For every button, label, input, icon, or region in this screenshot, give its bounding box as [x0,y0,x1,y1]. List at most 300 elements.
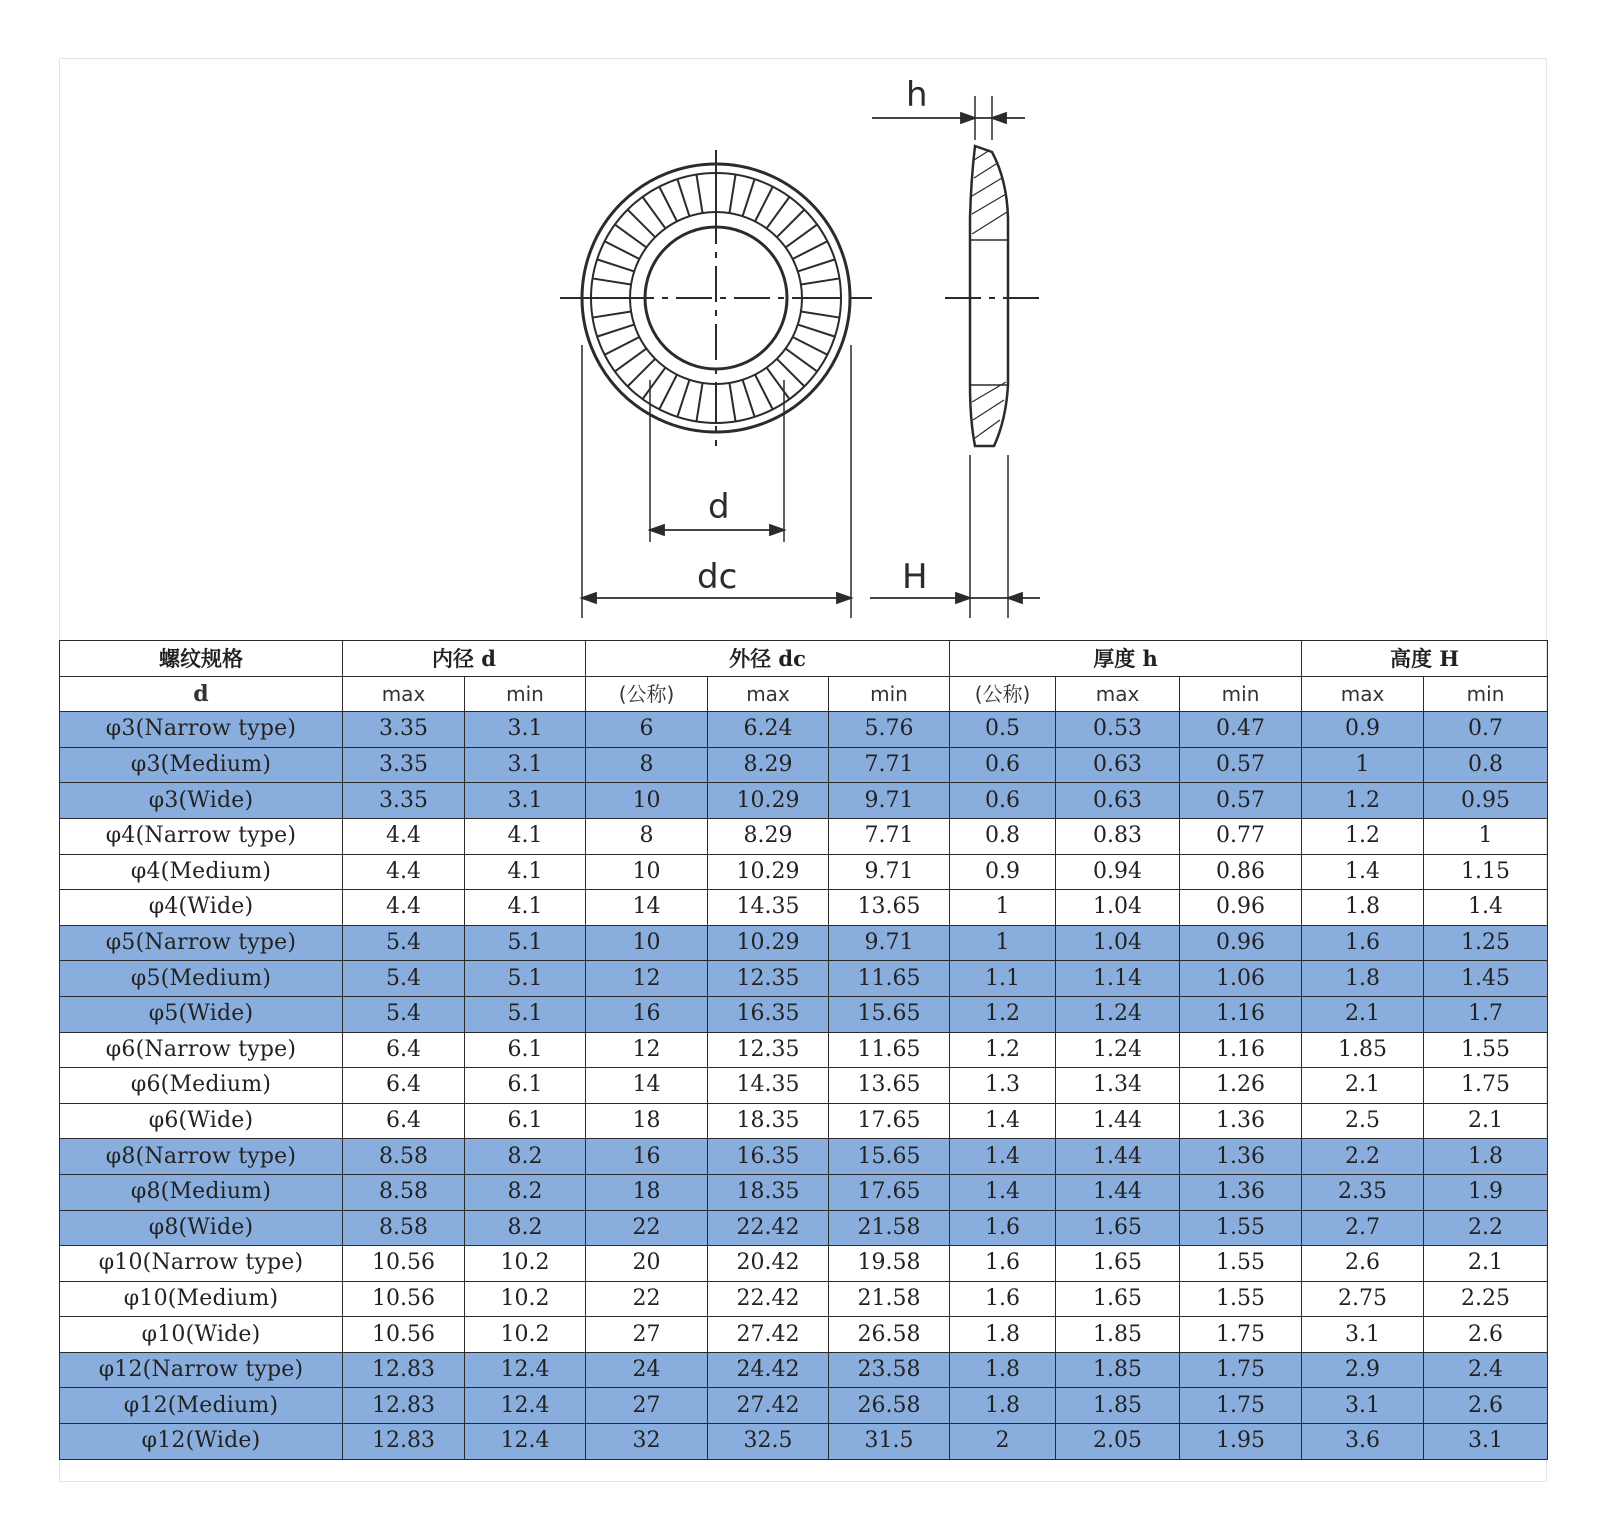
value-cell-d-max: 3.35 [343,747,465,783]
value-cell-d-max: 10.56 [343,1246,465,1282]
value-cell-h-min: 0.7 [1424,712,1548,748]
value-cell-h-min: 1.55 [1180,1281,1302,1317]
serration-tooth [643,197,666,229]
table-row [60,1210,1548,1246]
value-cell-h-max: 1.44 [1056,1139,1180,1175]
subheader-cell: min [829,676,950,712]
serration-tooth [729,175,735,214]
value-cell-dc-max: 22.42 [708,1281,829,1317]
value-cell-h-min: 1 [1424,818,1548,854]
washer-spec-table [59,640,1548,1460]
value-cell-dc-max: 18.35 [708,1174,829,1210]
value-cell-h-max: 2.05 [1056,1424,1180,1460]
value-cell-h-max: 2.75 [1302,1281,1424,1317]
table-row [60,1246,1548,1282]
value-cell-h-min: 0.47 [1180,712,1302,748]
value-cell-dc-max: 14.35 [708,1068,829,1104]
value-cell-dc-nom: 12 [586,961,708,997]
value-cell-dc-nom: 18 [586,1103,708,1139]
value-cell-h-max: 1.24 [1056,996,1180,1032]
value-cell-h-max: 1.04 [1056,890,1180,926]
serration-tooth [777,210,805,238]
thread-size-cell: φ8(Narrow type) [60,1139,343,1175]
serration-tooth [755,187,773,222]
value-cell-h-max: 2.5 [1302,1103,1424,1139]
header-thickness: 厚度 h [950,641,1302,677]
serration-tooth [628,210,656,238]
thread-size-cell: φ10(Wide) [60,1317,343,1353]
value-cell-h-min: 0.96 [1180,890,1302,926]
thread-size-cell: φ4(Wide) [60,890,343,926]
value-cell-dc-nom: 18 [586,1174,708,1210]
value-cell-h-min: 2.1 [1424,1103,1548,1139]
value-cell-dc-max: 10.29 [708,854,829,890]
value-cell-h-nom: 1.2 [950,1032,1056,1068]
value-cell-d-min: 4.1 [465,818,586,854]
serration-tooth [743,179,755,216]
value-cell-h-min: 2.1 [1424,1246,1548,1282]
serration-tooth [743,380,755,417]
value-cell-dc-min: 7.71 [829,747,950,783]
value-cell-dc-max: 12.35 [708,961,829,997]
value-cell-d-min: 12.4 [465,1352,586,1388]
value-cell-dc-min: 17.65 [829,1103,950,1139]
subheader-cell: min [1424,676,1548,712]
thread-size-cell: φ8(Wide) [60,1210,343,1246]
value-cell-d-max: 3.35 [343,712,465,748]
table-row [60,890,1548,926]
serration-tooth [696,383,702,422]
value-cell-h-max: 1.24 [1056,1032,1180,1068]
value-cell-h-max: 0.83 [1056,818,1180,854]
table-row [60,1068,1548,1104]
dimension-label-d: d [708,487,730,527]
value-cell-dc-min: 5.76 [829,712,950,748]
value-cell-h-min: 2.4 [1424,1352,1548,1388]
value-cell-h-nom: 0.8 [950,818,1056,854]
value-cell-dc-min: 26.58 [829,1317,950,1353]
value-cell-d-min: 6.1 [465,1103,586,1139]
thread-size-cell: φ4(Medium) [60,854,343,890]
value-cell-h-nom: 1.6 [950,1210,1056,1246]
value-cell-h-min: 0.8 [1424,747,1548,783]
value-cell-d-min: 6.1 [465,1032,586,1068]
value-cell-h-nom: 1.3 [950,1068,1056,1104]
value-cell-d-max: 10.56 [343,1281,465,1317]
value-cell-h-nom: 1.4 [950,1139,1056,1175]
value-cell-h-max: 2.7 [1302,1210,1424,1246]
value-cell-h-min: 1.36 [1180,1174,1302,1210]
value-cell-h-min: 0.86 [1180,854,1302,890]
thread-size-cell: φ6(Narrow type) [60,1032,343,1068]
value-cell-h-min: 1.7 [1424,996,1548,1032]
value-cell-dc-max: 8.29 [708,818,829,854]
value-cell-h-min: 1.75 [1180,1352,1302,1388]
serration-tooth [597,259,634,271]
header-size: 螺纹规格 [60,641,343,677]
value-cell-d-min: 10.2 [465,1281,586,1317]
value-cell-h-min: 2.6 [1424,1317,1548,1353]
value-cell-h-min: 0.57 [1180,783,1302,819]
thread-size-cell: φ6(Medium) [60,1068,343,1104]
value-cell-dc-max: 10.29 [708,925,829,961]
value-cell-d-max: 8.58 [343,1139,465,1175]
table-row [60,925,1548,961]
serration-tooth [767,197,790,229]
table-row [60,783,1548,819]
value-cell-d-max: 12.83 [343,1352,465,1388]
table-row [60,818,1548,854]
value-cell-dc-nom: 10 [586,854,708,890]
thread-size-cell: φ5(Medium) [60,961,343,997]
value-cell-h-min: 0.77 [1180,818,1302,854]
value-cell-h-max: 1.65 [1056,1246,1180,1282]
value-cell-h-max: 1.8 [1302,961,1424,997]
serration-tooth [593,278,632,284]
value-cell-dc-max: 22.42 [708,1210,829,1246]
value-cell-d-max: 6.4 [343,1032,465,1068]
value-cell-h-max: 1.65 [1056,1281,1180,1317]
value-cell-d-min: 8.2 [465,1210,586,1246]
table-row [60,1424,1548,1460]
value-cell-dc-nom: 8 [586,747,708,783]
value-cell-h-nom: 1.1 [950,961,1056,997]
value-cell-h-max: 1.85 [1056,1352,1180,1388]
value-cell-h-nom: 2 [950,1424,1056,1460]
subheader-cell: max [1302,676,1424,712]
value-cell-dc-nom: 10 [586,925,708,961]
table-subheader-row [60,676,1548,712]
value-cell-d-max: 10.56 [343,1317,465,1353]
table-group-header-row [60,641,1548,677]
value-cell-d-min: 5.1 [465,925,586,961]
value-cell-d-max: 4.4 [343,854,465,890]
value-cell-h-max: 1.85 [1056,1317,1180,1353]
value-cell-dc-min: 11.65 [829,961,950,997]
serration-tooth [597,325,634,337]
thread-size-cell: φ12(Narrow type) [60,1352,343,1388]
value-cell-dc-max: 12.35 [708,1032,829,1068]
value-cell-dc-nom: 12 [586,1032,708,1068]
value-cell-h-nom: 1.8 [950,1388,1056,1424]
value-cell-h-max: 2.9 [1302,1352,1424,1388]
value-cell-dc-max: 6.24 [708,712,829,748]
table-row [60,1032,1548,1068]
value-cell-h-max: 1 [1302,747,1424,783]
value-cell-dc-min: 7.71 [829,818,950,854]
value-cell-dc-nom: 27 [586,1317,708,1353]
value-cell-h-min: 1.9 [1424,1174,1548,1210]
value-cell-dc-nom: 16 [586,996,708,1032]
value-cell-h-nom: 0.6 [950,747,1056,783]
header-outer-diameter: 外径 dc [586,641,950,677]
subheader-cell: max [1056,676,1180,712]
value-cell-d-min: 12.4 [465,1424,586,1460]
serration-tooth [786,225,818,248]
value-cell-h-max: 0.9 [1302,712,1424,748]
table-row [60,1352,1548,1388]
value-cell-dc-nom: 22 [586,1281,708,1317]
value-cell-h-min: 1.06 [1180,961,1302,997]
value-cell-h-min: 2.2 [1424,1210,1548,1246]
serration-tooth [786,349,818,372]
value-cell-dc-max: 10.29 [708,783,829,819]
thread-size-cell: φ10(Narrow type) [60,1246,343,1282]
serration-tooth [793,337,828,355]
value-cell-h-min: 1.75 [1424,1068,1548,1104]
value-cell-h-nom: 1.4 [950,1174,1056,1210]
serration-tooth [628,359,656,387]
value-cell-h-nom: 1.8 [950,1352,1056,1388]
value-cell-dc-min: 21.58 [829,1210,950,1246]
value-cell-dc-min: 9.71 [829,854,950,890]
table-row [60,1103,1548,1139]
value-cell-h-min: 1.16 [1180,1032,1302,1068]
thread-size-cell: φ12(Wide) [60,1424,343,1460]
extension-lines [582,96,1008,618]
value-cell-h-min: 2.6 [1424,1388,1548,1424]
value-cell-h-min: 1.55 [1424,1032,1548,1068]
subheader-cell: max [708,676,829,712]
value-cell-h-max: 1.6 [1302,925,1424,961]
thread-size-cell: φ3(Wide) [60,783,343,819]
value-cell-h-max: 1.85 [1056,1388,1180,1424]
value-cell-d-max: 3.35 [343,783,465,819]
value-cell-dc-min: 9.71 [829,783,950,819]
value-cell-dc-nom: 14 [586,1068,708,1104]
dimension-label-dc: dc [697,557,738,597]
value-cell-h-min: 1.4 [1424,890,1548,926]
value-cell-d-max: 6.4 [343,1068,465,1104]
serration-tooth [605,337,640,355]
value-cell-d-min: 5.1 [465,996,586,1032]
value-cell-d-max: 8.58 [343,1210,465,1246]
value-cell-dc-nom: 24 [586,1352,708,1388]
value-cell-h-min: 1.8 [1424,1139,1548,1175]
table-row [60,1281,1548,1317]
value-cell-dc-min: 23.58 [829,1352,950,1388]
value-cell-d-max: 12.83 [343,1388,465,1424]
dimension-label-h: h [906,75,928,115]
value-cell-h-max: 1.4 [1302,854,1424,890]
value-cell-dc-max: 8.29 [708,747,829,783]
value-cell-h-min: 0.96 [1180,925,1302,961]
value-cell-h-nom: 1.6 [950,1246,1056,1282]
value-cell-dc-nom: 22 [586,1210,708,1246]
value-cell-dc-nom: 32 [586,1424,708,1460]
value-cell-dc-max: 14.35 [708,890,829,926]
value-cell-h-max: 1.8 [1302,890,1424,926]
serration-tooth [593,311,632,317]
value-cell-h-min: 1.25 [1424,925,1548,961]
subheader-cell: (公称) [586,676,708,712]
value-cell-h-max: 2.1 [1302,996,1424,1032]
value-cell-h-min: 1.75 [1180,1317,1302,1353]
value-cell-dc-max: 27.42 [708,1317,829,1353]
serration-tooth [729,383,735,422]
washer-side-profile [970,146,1008,446]
value-cell-h-nom: 1.8 [950,1317,1056,1353]
table-row [60,996,1548,1032]
thread-size-cell: φ4(Narrow type) [60,818,343,854]
serration-tooth [696,175,702,214]
value-cell-h-max: 0.63 [1056,747,1180,783]
header-inner-diameter: 内径 d [343,641,586,677]
value-cell-h-max: 2.6 [1302,1246,1424,1282]
value-cell-h-min: 1.26 [1180,1068,1302,1104]
value-cell-h-nom: 0.9 [950,854,1056,890]
value-cell-h-nom: 0.5 [950,712,1056,748]
subheader-cell: d [60,676,343,712]
value-cell-h-max: 2.2 [1302,1139,1424,1175]
value-cell-d-max: 8.58 [343,1174,465,1210]
value-cell-h-max: 2.35 [1302,1174,1424,1210]
value-cell-h-max: 0.53 [1056,712,1180,748]
value-cell-d-min: 10.2 [465,1246,586,1282]
value-cell-d-min: 4.1 [465,890,586,926]
thread-size-cell: φ6(Wide) [60,1103,343,1139]
value-cell-dc-max: 32.5 [708,1424,829,1460]
value-cell-dc-min: 19.58 [829,1246,950,1282]
value-cell-h-min: 1.45 [1424,961,1548,997]
value-cell-h-max: 1.65 [1056,1210,1180,1246]
value-cell-dc-min: 26.58 [829,1388,950,1424]
value-cell-h-max: 3.6 [1302,1424,1424,1460]
value-cell-h-max: 1.04 [1056,925,1180,961]
value-cell-h-max: 0.94 [1056,854,1180,890]
value-cell-h-nom: 1 [950,890,1056,926]
value-cell-d-min: 8.2 [465,1139,586,1175]
value-cell-d-max: 4.4 [343,890,465,926]
value-cell-dc-nom: 6 [586,712,708,748]
value-cell-d-min: 3.1 [465,712,586,748]
value-cell-h-nom: 1 [950,925,1056,961]
value-cell-dc-min: 17.65 [829,1174,950,1210]
value-cell-h-min: 1.55 [1180,1210,1302,1246]
value-cell-h-max: 0.63 [1056,783,1180,819]
thread-size-cell: φ8(Medium) [60,1174,343,1210]
serration-tooth [798,325,835,337]
table-row [60,712,1548,748]
value-cell-dc-nom: 20 [586,1246,708,1282]
serration-tooth [605,241,640,259]
thread-size-cell: φ10(Medium) [60,1281,343,1317]
value-cell-d-min: 8.2 [465,1174,586,1210]
value-cell-dc-nom: 8 [586,818,708,854]
value-cell-h-max: 1.14 [1056,961,1180,997]
value-cell-d-min: 5.1 [465,961,586,997]
table-row [60,854,1548,890]
serration-tooth [767,368,790,400]
serration-tooth [793,241,828,259]
serration-tooth [677,380,689,417]
thread-size-cell: φ5(Wide) [60,996,343,1032]
value-cell-dc-nom: 16 [586,1139,708,1175]
serration-tooth [677,179,689,216]
header-height: 高度 H [1302,641,1548,677]
value-cell-dc-max: 20.42 [708,1246,829,1282]
value-cell-dc-max: 24.42 [708,1352,829,1388]
value-cell-dc-min: 13.65 [829,1068,950,1104]
value-cell-h-min: 1.36 [1180,1139,1302,1175]
value-cell-dc-nom: 27 [586,1388,708,1424]
value-cell-h-min: 1.55 [1180,1246,1302,1282]
value-cell-h-min: 0.57 [1180,747,1302,783]
subheader-cell: min [1180,676,1302,712]
table-row [60,1388,1548,1424]
value-cell-h-max: 3.1 [1302,1317,1424,1353]
table-row [60,1174,1548,1210]
serration-tooth [615,225,647,248]
value-cell-dc-nom: 10 [586,783,708,819]
table-row [60,1139,1548,1175]
value-cell-dc-min: 9.71 [829,925,950,961]
value-cell-h-max: 3.1 [1302,1388,1424,1424]
serration-tooth [777,359,805,387]
thread-size-cell: φ3(Narrow type) [60,712,343,748]
value-cell-d-min: 4.1 [465,854,586,890]
value-cell-d-min: 3.1 [465,783,586,819]
value-cell-h-min: 1.15 [1424,854,1548,890]
value-cell-dc-nom: 14 [586,890,708,926]
value-cell-h-max: 1.34 [1056,1068,1180,1104]
value-cell-dc-max: 16.35 [708,1139,829,1175]
thread-size-cell: φ12(Medium) [60,1388,343,1424]
value-cell-dc-max: 27.42 [708,1388,829,1424]
value-cell-dc-min: 31.5 [829,1424,950,1460]
serration-tooth [755,375,773,410]
value-cell-h-max: 1.44 [1056,1103,1180,1139]
serration-tooth [615,349,647,372]
value-cell-h-max: 1.85 [1302,1032,1424,1068]
table-row [60,1317,1548,1353]
value-cell-d-min: 12.4 [465,1388,586,1424]
value-cell-h-min: 1.36 [1180,1103,1302,1139]
serration-tooth [659,187,677,222]
value-cell-h-min: 2.25 [1424,1281,1548,1317]
value-cell-h-nom: 0.6 [950,783,1056,819]
value-cell-h-max: 1.2 [1302,818,1424,854]
thread-size-cell: φ5(Narrow type) [60,925,343,961]
subheader-cell: (公称) [950,676,1056,712]
serration-tooth [643,368,666,400]
thread-size-cell: φ3(Medium) [60,747,343,783]
value-cell-h-max: 2.1 [1302,1068,1424,1104]
subheader-cell: max [343,676,465,712]
value-cell-h-min: 3.1 [1424,1424,1548,1460]
value-cell-d-min: 10.2 [465,1317,586,1353]
value-cell-h-nom: 1.6 [950,1281,1056,1317]
value-cell-d-max: 5.4 [343,925,465,961]
value-cell-h-min: 0.95 [1424,783,1548,819]
value-cell-dc-min: 11.65 [829,1032,950,1068]
value-cell-h-min: 1.75 [1180,1388,1302,1424]
value-cell-d-max: 6.4 [343,1103,465,1139]
value-cell-h-nom: 1.4 [950,1103,1056,1139]
value-cell-d-max: 12.83 [343,1424,465,1460]
value-cell-d-max: 5.4 [343,961,465,997]
value-cell-d-max: 5.4 [343,996,465,1032]
serration-tooth [801,278,840,284]
value-cell-dc-max: 18.35 [708,1103,829,1139]
serration-tooth [798,259,835,271]
value-cell-h-nom: 1.2 [950,996,1056,1032]
table-row [60,747,1548,783]
value-cell-h-min: 1.95 [1180,1424,1302,1460]
value-cell-d-max: 4.4 [343,818,465,854]
value-cell-dc-min: 13.65 [829,890,950,926]
value-cell-dc-min: 15.65 [829,1139,950,1175]
